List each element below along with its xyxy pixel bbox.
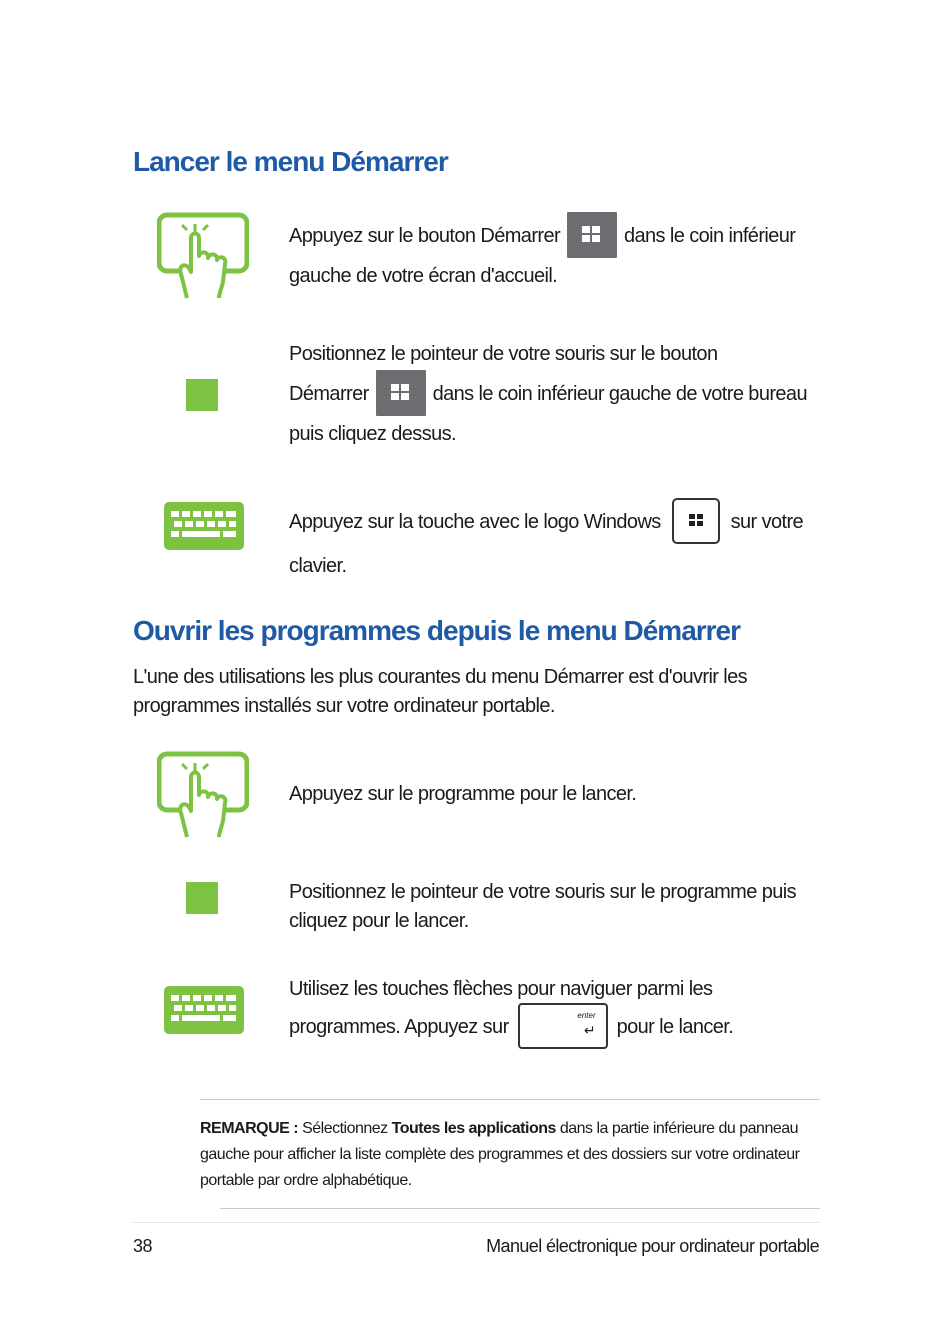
windows-key-icon bbox=[672, 498, 720, 544]
note-bold-text: Toutes les applications bbox=[391, 1120, 556, 1137]
keyboard-icon bbox=[163, 985, 245, 1040]
enter-key-label: enter bbox=[577, 1010, 596, 1020]
mouse-instruction-2: Positionnez le pointeur de votre souris sur le programme puis cliquez pour le lancer. bbox=[289, 881, 797, 932]
touch-text-after: dans le coin inférieur gauche de votre écran d'accueil. bbox=[289, 225, 796, 287]
note-text-before: Sélectionnez bbox=[302, 1120, 388, 1137]
touch-instruction-2: Appuyez sur le programme pour le lancer. bbox=[289, 783, 637, 805]
footer-title: Manuel électronique pour ordinateur portable bbox=[486, 1236, 819, 1256]
note-box bbox=[200, 1116, 820, 1194]
keyboard-icon bbox=[163, 501, 245, 556]
start-button-icon bbox=[567, 212, 617, 258]
mouse-text-line1: Positionnez le pointeur de votre souris sur le bouton bbox=[289, 343, 718, 365]
note-label: REMARQUE : bbox=[200, 1120, 299, 1137]
note-top-rule bbox=[200, 1099, 820, 1100]
mouse-instruction bbox=[289, 334, 809, 454]
touch-gesture-icon bbox=[157, 212, 249, 305]
note-text-after: dans la partie inférieure du panneau gauche pour afficher la liste complète des programmes et des dossiers sur votre ordinateur portable par ordre alphabétique. bbox=[200, 1120, 800, 1189]
page-number: 38 bbox=[133, 1236, 153, 1256]
section-heading-ouvrir: Ouvrir les programmes depuis le menu Démarrer bbox=[133, 615, 741, 646]
touch-text-before: Appuyez sur le bouton Démarrer bbox=[289, 225, 561, 247]
section-heading-lancer: Lancer le menu Démarrer bbox=[133, 146, 448, 177]
touch-instruction bbox=[289, 216, 809, 296]
mouse-icon bbox=[186, 379, 218, 411]
keyboard-text-before: programmes. Appuyez sur bbox=[289, 1016, 509, 1038]
touch-gesture-icon bbox=[157, 751, 249, 844]
keyboard-instruction-2 bbox=[289, 970, 809, 1046]
keyboard-text-after: sur votre clavier. bbox=[289, 511, 804, 577]
enter-arrow-icon: ↵ bbox=[583, 1021, 596, 1038]
mouse-icon bbox=[186, 882, 218, 914]
note-bottom-rule bbox=[220, 1208, 820, 1209]
keyboard-instruction bbox=[289, 500, 809, 588]
mouse-text-after: dans le coin inférieur gauche de votre bureau puis cliquez dessus. bbox=[289, 383, 807, 445]
keyboard-text-after: pour le lancer. bbox=[616, 1016, 734, 1038]
footer-rule bbox=[133, 1222, 820, 1223]
keyboard-text-line1: Utilisez les touches flèches pour naviguer parmi les bbox=[289, 978, 713, 1000]
section-intro: L'une des utilisations les plus courantes du menu Démarrer est d'ouvrir les programmes installés sur votre ordinateur portable. bbox=[133, 666, 748, 717]
keyboard-text-before: Appuyez sur la touche avec le logo Windows bbox=[289, 511, 661, 533]
mouse-text-before: Démarrer bbox=[289, 383, 369, 405]
start-button-icon bbox=[376, 370, 426, 416]
enter-key-icon bbox=[518, 1003, 608, 1049]
